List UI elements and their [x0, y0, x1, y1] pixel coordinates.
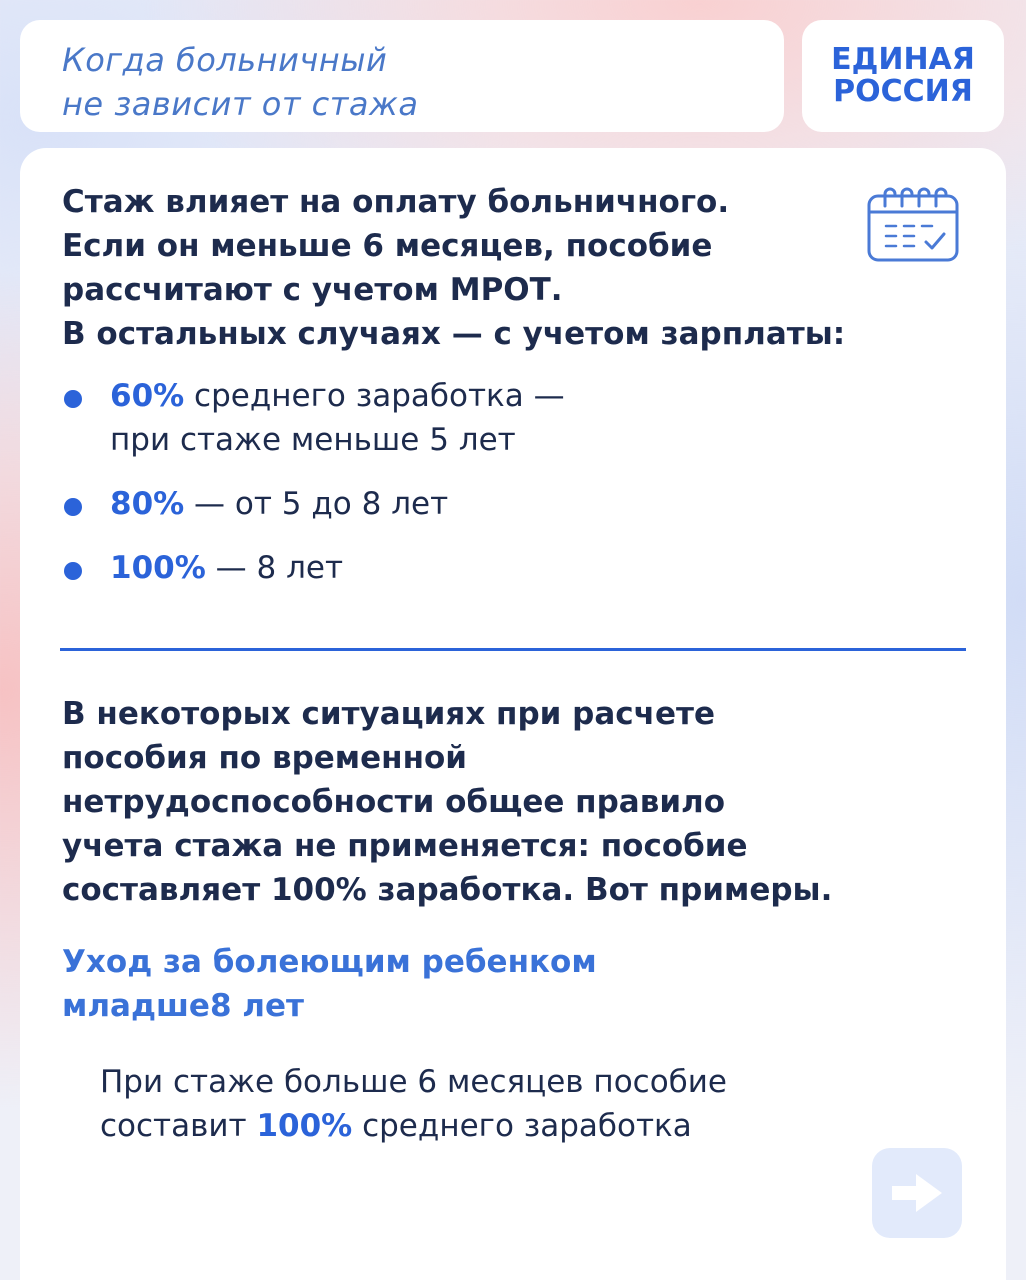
- note-text-end: среднего заработка: [352, 1108, 692, 1144]
- calendar-check-icon: [866, 184, 960, 264]
- main-card: [20, 148, 1006, 1280]
- example-heading: [62, 940, 762, 1028]
- paragraph-line-5: составляет 100% заработка. Вот примеры.: [62, 872, 833, 908]
- bullet-percent: 100%: [110, 550, 206, 586]
- paragraph-line-2: пособия по временной: [62, 740, 468, 776]
- example-heading-line-2: младше8 лет: [62, 988, 305, 1024]
- paragraph-line-3: нетрудоспособности общее правило: [62, 784, 726, 820]
- list-item: [62, 546, 922, 590]
- list-item: [62, 482, 922, 526]
- bullet-percent: 80%: [110, 486, 185, 522]
- bullet-text: среднего заработка —: [184, 378, 565, 414]
- note-text: составит: [100, 1108, 257, 1144]
- logo-line-1: ЕДИНАЯ: [831, 42, 975, 77]
- bullet-text: — от 5 до 8 лет: [184, 486, 449, 522]
- intro-line-1: Стаж влияет на оплату больничного.: [62, 184, 730, 220]
- header-title-line-2: не зависит от стажа: [62, 85, 419, 123]
- paragraph-line-4: учета стажа не применяется: пособие: [62, 828, 748, 864]
- percentage-list: [62, 374, 922, 590]
- intro-text: [62, 180, 902, 356]
- next-slide-button[interactable]: [872, 1148, 962, 1238]
- note-line-1: При стаже больше 6 месяцев пособие: [100, 1064, 728, 1100]
- bullet-text-continued: при стаже меньше 5 лет: [110, 422, 516, 458]
- note-percent: 100%: [256, 1108, 353, 1144]
- intro-line-2: Если он меньше 6 месяцев, пособие: [62, 228, 713, 264]
- party-logo: [802, 20, 1004, 132]
- logo-line-2: РОССИЯ: [833, 74, 973, 109]
- bullet-dot: [64, 498, 82, 516]
- bullet-percent: 60%: [110, 378, 185, 414]
- section-divider: [60, 648, 966, 651]
- bullet-dot: [64, 390, 82, 408]
- paragraph-line-1: В некоторых ситуациях при расчете: [62, 696, 715, 732]
- header-title-line-1: Когда больничный: [62, 41, 388, 79]
- intro-line-3: рассчитают с учетом МРОТ.: [62, 272, 563, 308]
- bullet-dot: [64, 562, 82, 580]
- example-heading-line-1: Уход за болеющим ребенком: [62, 944, 597, 980]
- header-title: [62, 38, 784, 126]
- header-card: [20, 20, 784, 132]
- bullet-text: — 8 лет: [205, 550, 344, 586]
- arrow-right-icon: [888, 1169, 946, 1217]
- list-item: [62, 374, 922, 462]
- intro-line-4: В остальных случаях — с учетом зарплаты:: [62, 316, 846, 352]
- exceptions-paragraph: [62, 692, 942, 912]
- example-note: [100, 1060, 900, 1148]
